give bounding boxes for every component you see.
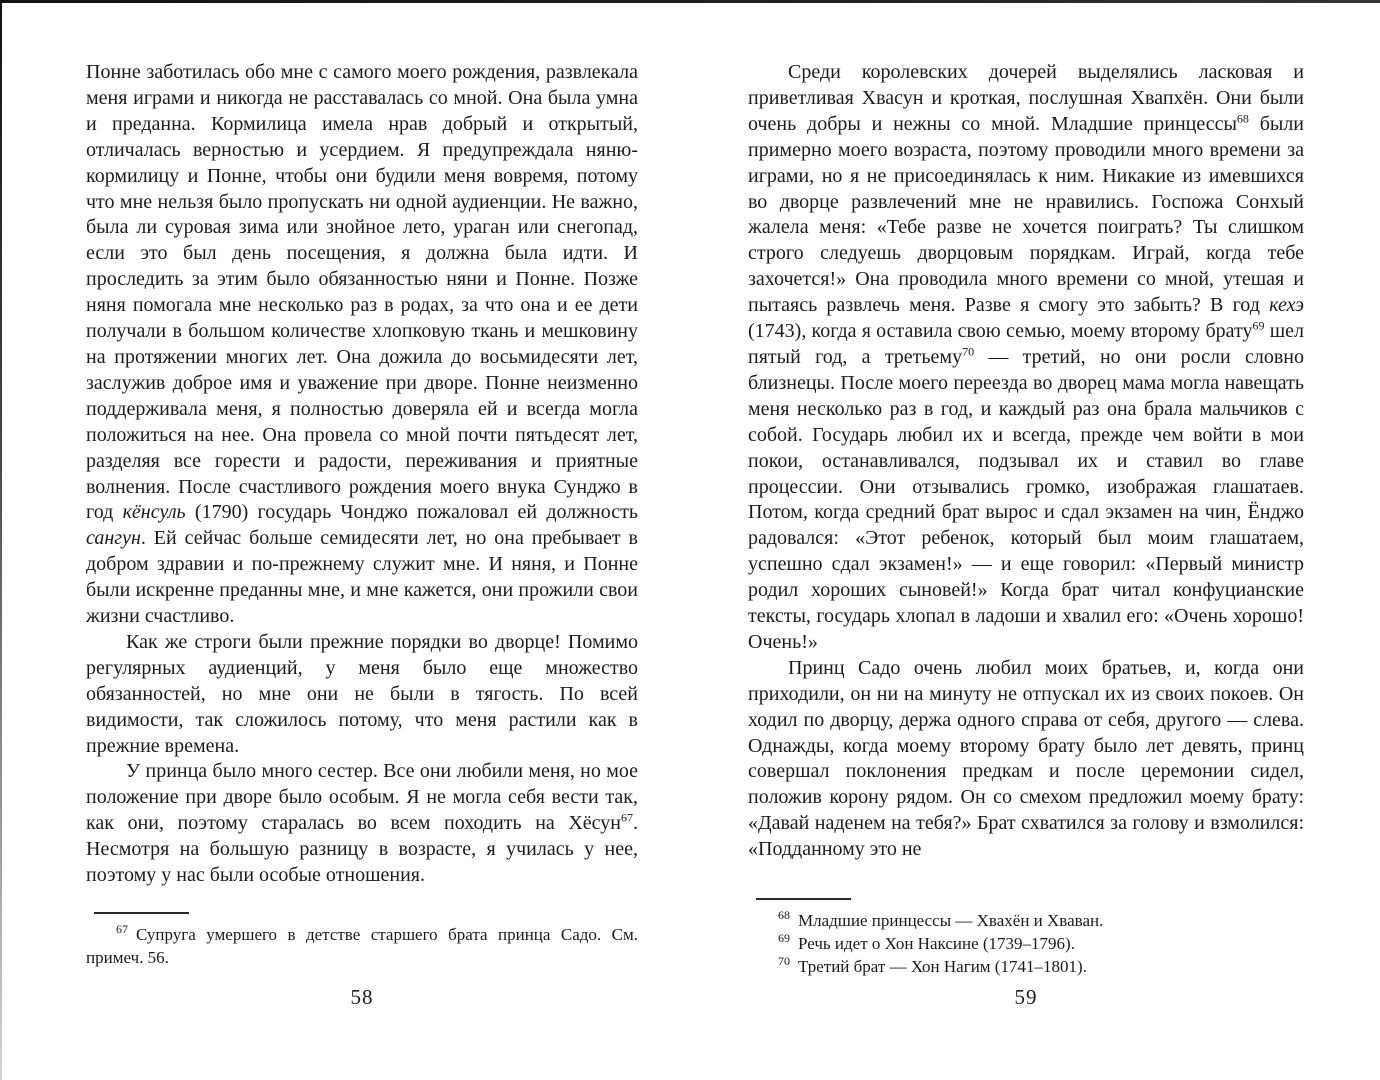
left-page-footnotes — [86, 923, 638, 969]
left-page — [86, 0, 638, 1080]
text-run: . Несмотря на большую разницу в возрасте, я училась у нее, поэтому у нас были особые отношения. — [86, 812, 638, 887]
text-run: сангун — [86, 527, 141, 550]
text-run: кёнсуль — [122, 501, 186, 524]
text-run: кехэ — [1269, 294, 1304, 317]
text-run: шел пятый год, а третьему — [748, 320, 1304, 368]
paragraph — [748, 60, 1304, 656]
footnote-reference: 70 — [962, 344, 975, 359]
footnote-marker: 69 — [778, 931, 790, 946]
text-run: (1743), когда я оставила свою семью, моему второму брату — [748, 320, 1253, 343]
paragraph — [86, 759, 638, 889]
text-run: Речь идет о Хон Наксине (1739–1796). — [798, 934, 1075, 953]
footnote-separator — [94, 912, 189, 914]
text-run: Среди королевских дочерей выделялись ласковая и приветливая Хвасун и кроткая, послушная Хвапхён. Они были очень добры и нежны со мной. Младшие принцессы — [748, 61, 1304, 135]
text-run: Супруга умершего в детстве старшего брата принца Садо. См. примеч. 56. — [86, 925, 638, 967]
left-page-footnote-block — [86, 912, 638, 969]
text-run: (1790) государь Чонджо пожаловал ей должность — [185, 501, 638, 524]
scan-edge-left — [0, 0, 2, 1080]
footnote-reference: 67 — [621, 810, 633, 825]
footnote-marker: 70 — [778, 954, 790, 969]
footnote — [86, 923, 638, 969]
footnote — [748, 932, 1304, 955]
left-page-text — [86, 0, 638, 889]
footnote-marker: 67 — [116, 922, 128, 937]
right-page-footnote-block — [748, 898, 1304, 978]
paragraph — [86, 60, 638, 630]
footnote — [748, 955, 1304, 978]
footnote — [748, 909, 1304, 932]
paragraph — [86, 630, 638, 760]
text-run: Принц Садо очень любил моих братьев, и, когда они приходили, он ни на минуту не отпускал их из своих покоев. Он ходил по дворцу, держа одного справа от себя, другого — слева. Однажды, когда моему второму брату было лет девять, принц совершал поклонения предкам и после церемонии сидел, положив корону рядом. Он со смехом предложил моему брату: «Давай наденем на тебя?» Брат схватился за голову и взмолился: «Подданному это не — [748, 656, 1304, 861]
paragraph — [748, 656, 1304, 863]
text-run: Третий брат — Хон Нагим (1741–1801). — [798, 957, 1087, 976]
right-page-footnotes — [748, 909, 1304, 978]
right-page-text — [748, 0, 1304, 863]
page-number-right: 59 — [1014, 985, 1038, 1009]
footnote-separator — [756, 898, 851, 900]
text-run: У принца было много сестер. Все они любили меня, но мое положение при дворе было особым. Я не могла себя вести так, как они, поэтому старалась во всем походить на Хёсун — [86, 760, 638, 835]
text-run: — третий, но они росли словно близнецы. После моего переезда во дворец мама могла навещать меня несколько раз в год, и каждый раз она брала мальчиков с собой. Государь любил их и всегда, прежде чем войти в мои покои, останавливался, подзывал их и ставил во главе процессии. Они отзывались громко, изображая глашатаев. Потом, когда средний брат вырос и сдал экзамен на чин, Ёнджо радовался: «Этот ребенок, который был моим глашатаем, успешно сдал экзамен!» — и еще говорил: «Первый министр родил хороших сыновей!» Когда брат читал конфуцианские тексты, государь хлопал в ладоши и хвалил его: «Очень хорошо! Очень!» — [748, 345, 1304, 653]
text-run: Как же строги были прежние порядки во дворце! Помимо регулярных аудиенций, у меня было еще множество обязанностей, но мне они не были в тягость. По всей видимости, так сложилось потому, что меня растили как в прежние времена. — [86, 630, 638, 757]
footnote-reference: 68 — [1236, 111, 1249, 126]
text-run: Понне заботилась обо мне с самого моего рождения, развлекала меня играми и никогда не расставалась со мной. Она была умна и преданна. Кормилица имела нрав добрый и открытый, отличалась верностью и усердием. Я предупреждала няню-кормилицу и Понне, чтобы они будили меня вовремя, потому что мне нельзя было пропускать ни одной аудиенции. Не важно, была ли суровая зима или знойное лето, ураган или снегопад, если это был день посещения, я должна была идти. И проследить за этим было обязанностью няни и Понне. Позже няня помогала мне несколько раз в родах, за что она и ее дети получали в большом количестве хлопковую ткань и мешковину на протяжении многих лет. Она дожила до восьмидесяти лет, заслужив доброе имя и уважение при дворе. Понне неизменно поддерживала меня, я полностью доверяла ей и всегда могла положиться на нее. Она провела со мной почти пятьдесят лет, разделяя все горести и радости, переживания и приятные волнения. После счастливого рождения моего внука Сунджо в год — [86, 61, 638, 524]
text-run: . Ей сейчас больше семидесяти лет, но она пребывает в добром здравии и по-прежнему служит мне. И няня, и Понне были искренне преданны мне, и мне кажется, они прожили свои жизни счастливо. — [86, 527, 638, 628]
text-run: были примерно моего возраста, поэтому проводили много времени за играми, но я не присоединялась к ним. Никакие из имевшихся во дворце развлечений мне не нравились. Госпожа Сонхый жалела меня: «Тебе разве не хочется поиграть? Ты слишком строго следуешь дворцовым порядкам. Играй, когда тебе захочется!» Она проводила много времени со мной, утешая и пытаясь развлечь меня. Разве я смогу это забыть? В год — [748, 112, 1305, 317]
text-run: Младшие принцессы — Хвахён и Хваван. — [798, 911, 1104, 930]
footnote-reference: 69 — [1252, 318, 1265, 333]
right-page — [748, 0, 1304, 1080]
page-number-left: 58 — [350, 985, 374, 1009]
footnote-marker: 68 — [778, 908, 790, 923]
